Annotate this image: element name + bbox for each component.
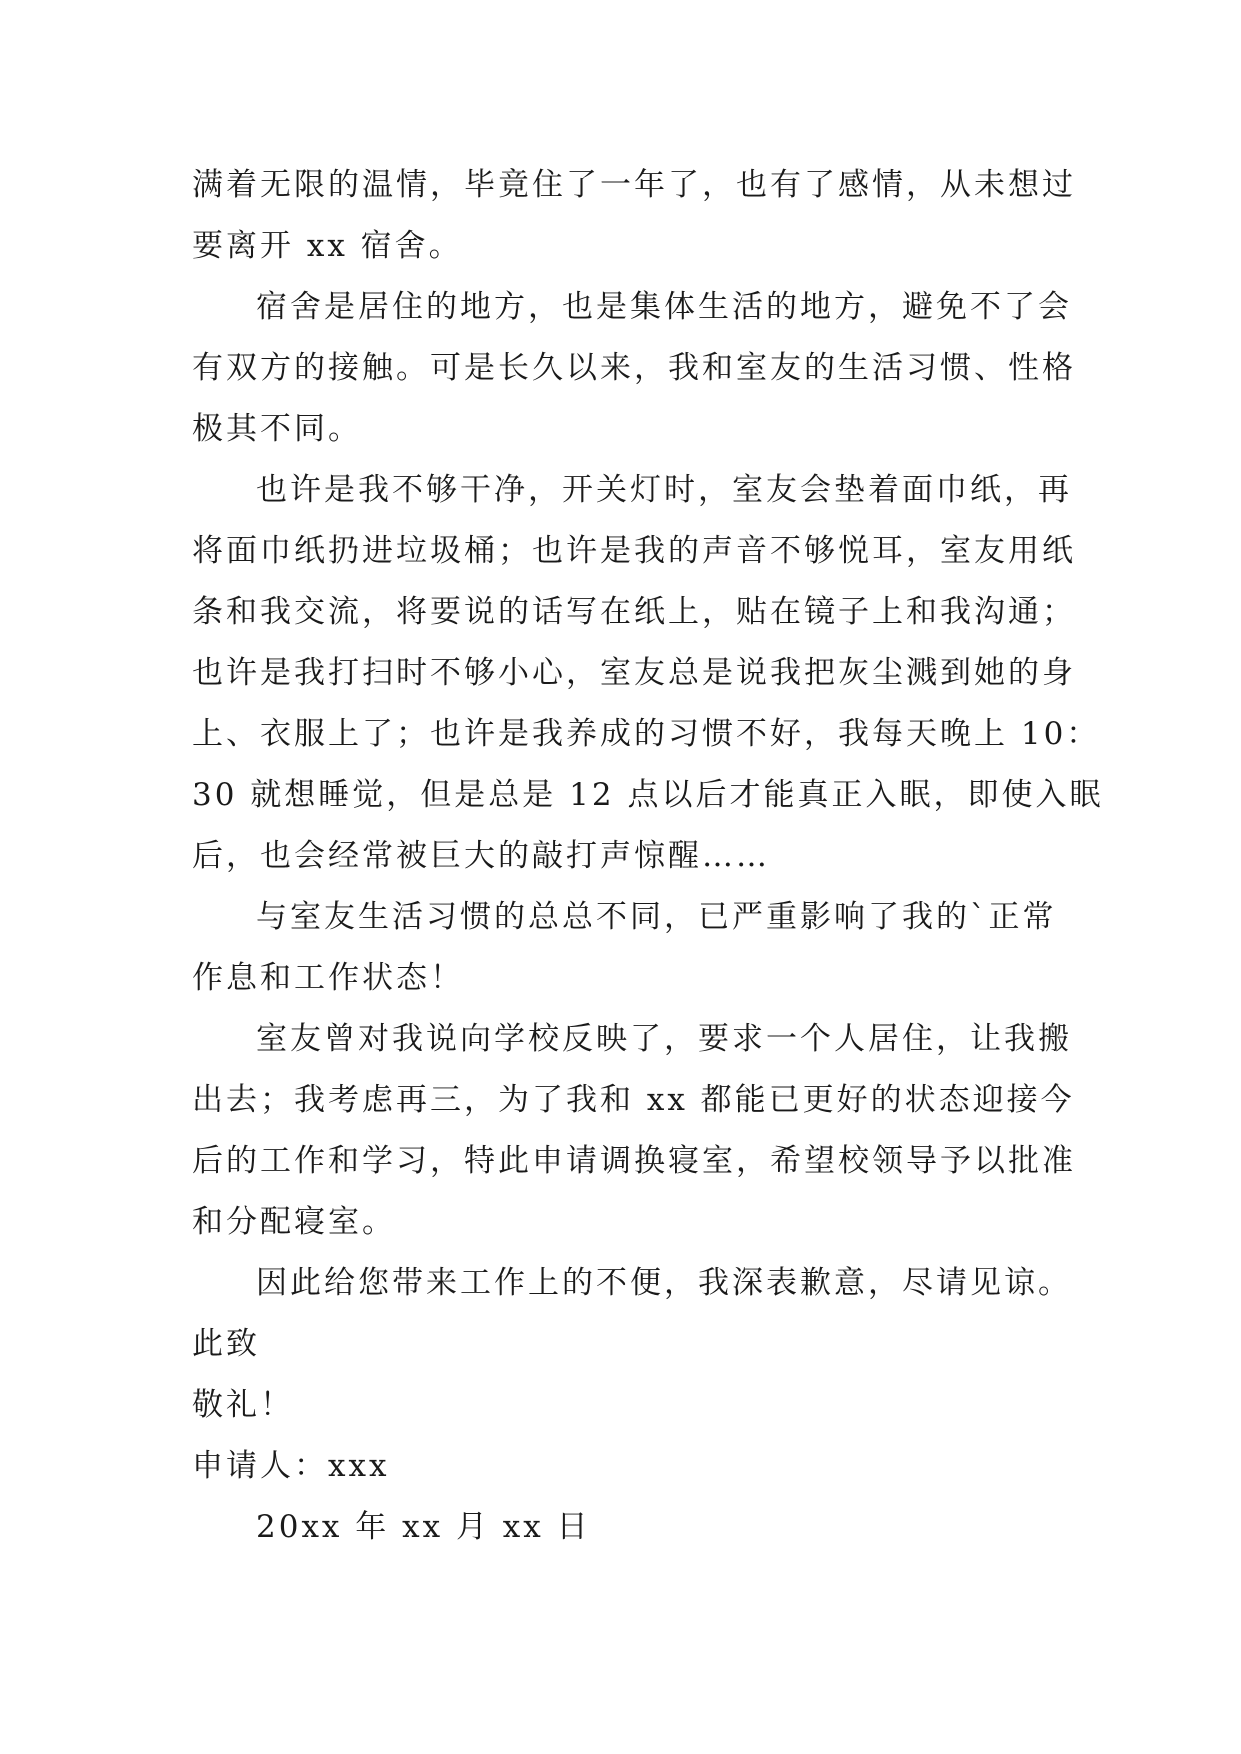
salutation-line-2: 敬礼！ — [192, 1387, 294, 1423]
text-line: 要离开 xx 宿舍。 — [192, 228, 463, 264]
text-line: 也许是我不够干净，开关灯时，室友会垫着面巾纸，再 — [256, 472, 1072, 508]
text-line: 宿舍是居住的地方，也是集体生活的地方，避免不了会 — [256, 289, 1072, 325]
text-line: 出去；我考虑再三，为了我和 xx 都能已更好的状态迎接今 — [192, 1082, 1075, 1118]
text-line: 上、衣服上了；也许是我养成的习惯不好，我每天晚上 10： — [192, 716, 1101, 752]
text-line: 条和我交流，将要说的话写在纸上，贴在镜子上和我沟通； — [192, 594, 1076, 630]
text-line: 也许是我打扫时不够小心，室友总是说我把灰尘溅到她的身 — [192, 655, 1076, 691]
text-line: 和分配寝室。 — [192, 1204, 396, 1240]
text-line: 有双方的接触。可是长久以来，我和室友的生活习惯、性格 — [192, 350, 1076, 386]
text-line: 后的工作和学习，特此申请调换寝室，希望校领导予以批准 — [192, 1143, 1076, 1179]
text-line: 后，也会经常被巨大的敲打声惊醒…… — [192, 838, 770, 874]
text-line: 30 就想睡觉，但是总是 12 点以后才能真正入眠，即使入眠 — [192, 777, 1104, 813]
text-line: 作息和工作状态！ — [192, 960, 464, 996]
applicant-signature: 申请人：xxx — [192, 1448, 390, 1484]
text-line: 极其不同。 — [192, 411, 362, 447]
text-line: 因此给您带来工作上的不便，我深表歉意，尽请见谅。 — [256, 1265, 1072, 1301]
text-line: 将面巾纸扔进垃圾桶；也许是我的声音不够悦耳，室友用纸 — [192, 533, 1076, 569]
text-line: 与室友生活习惯的总总不同，已严重影响了我的`正常 — [256, 899, 1057, 935]
salutation-line-1: 此致 — [192, 1326, 260, 1362]
date-line: 20xx 年 xx 月 xx 日 — [256, 1509, 591, 1545]
text-line: 满着无限的温情，毕竟住了一年了，也有了感情，从未想过 — [192, 167, 1076, 203]
text-line: 室友曾对我说向学校反映了，要求一个人居住，让我搬 — [256, 1021, 1072, 1057]
letter-body — [192, 155, 1104, 1558]
